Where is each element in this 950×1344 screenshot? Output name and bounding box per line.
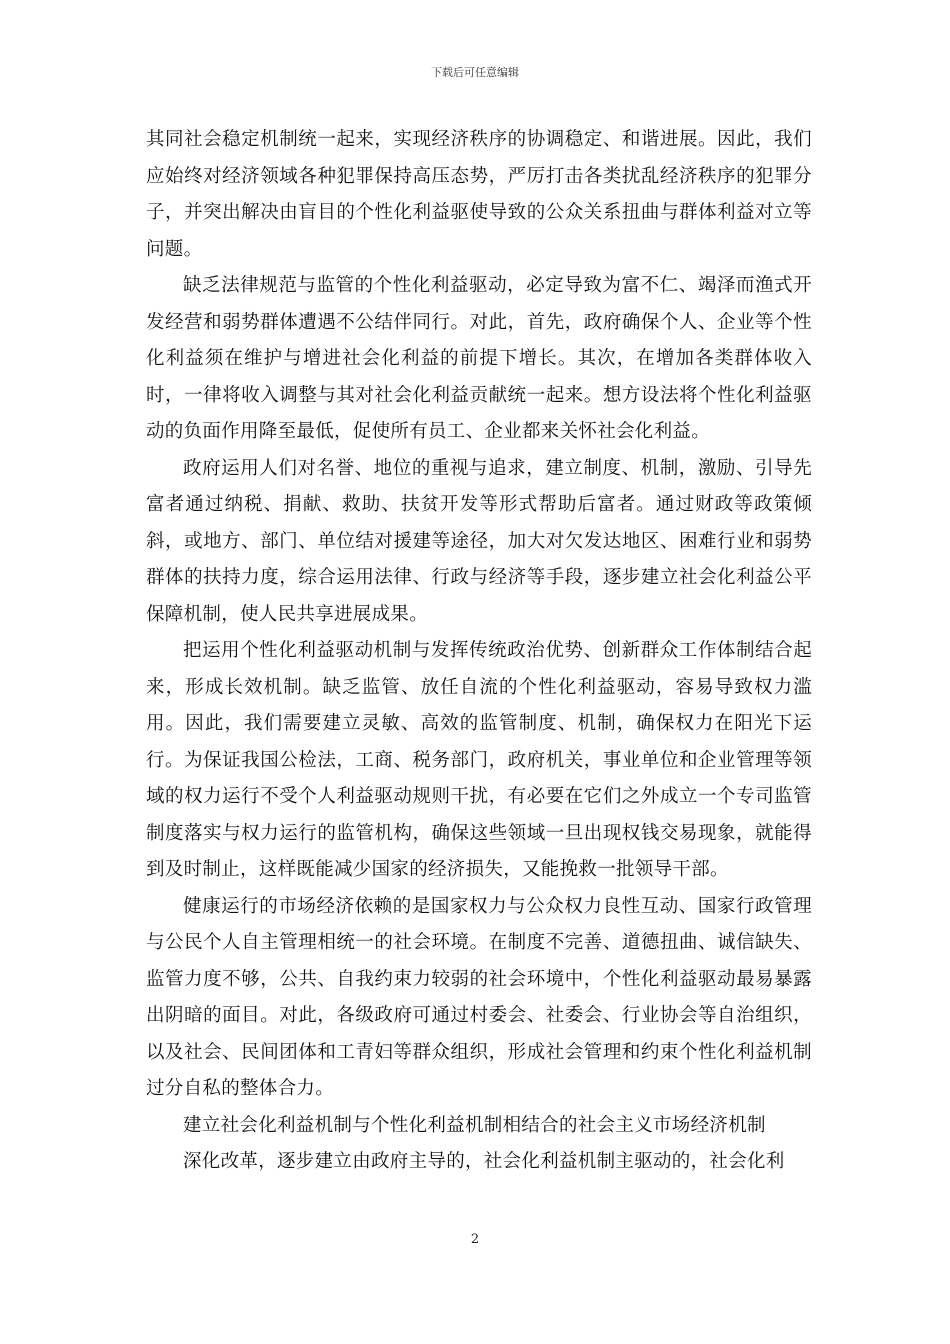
paragraph-1: 其同社会稳定机制统一起来，实现经济秩序的协调稳定、和谐进展。因此，我们应始终对经济领域各种犯罪保持高压态势，严厉打击各类扰乱经济秩序的犯罪分子，并突出解决由盲目的个性化利益驱使导致的公众关系扭曲与群体利益对立等问题。 <box>146 129 812 260</box>
paragraph-4: 把运用个性化利益驱动机制与发挥传统政治优势、创新群众工作体制结合起来，形成长效机制。缺乏监管、放任自流的个性化利益驱动，容易导致权力滥用。因此，我们需要建立灵敏、高效的监管制度、机制，确保权力在阳光下运行。为保证我国公检法，工商、税务部门，政府机关，事业单位和企业管理等领域的权力运行不受个人利益驱动规则干扰，有必要在它们之外成立一个专司监管制度落实与权力运行的监管机构，确保这些领域一旦出现权钱交易现象，就能得到及时制止，这样既能减少国家的经济损失，又能挽救一批领导干部。 <box>146 640 812 880</box>
paragraph-5: 健康运行的市场经济依赖的是国家权力与公众权力良性互动、国家行政管理与公民个人自主管理相统一的社会环境。在制度不完善、道德扭曲、诚信缺失、监管力度不够，公共、自我约束力较弱的社会环境中，个性化利益驱动最易暴露出阴暗的面目。对此，各级政府可通过村委会、社委会、行业协会等自治组织，以及社会、民间团体和工青妇等群众组织，形成社会管理和约束个性化利益机制过分自私的整体合力。 <box>146 895 812 1099</box>
paragraph-3: 政府运用人们对名誉、地位的重视与追求，建立制度、机制，激励、引导先富者通过纳税、捐献、救助、扶贫开发等形式帮助后富者。通过财政等政策倾斜，或地方、部门、单位结对援建等途径，加大对欠发达地区、困难行业和弱势群体的扶持力度，综合运用法律、行政与经济等手段，逐步建立社会化利益公平保障机制，使人民共享进展成果。 <box>146 457 812 625</box>
paragraph-2: 缺乏法律规范与监管的个性化利益驱动，必定导致为富不仁、竭泽而渔式开发经营和弱势群体遭遇不公结伴同行。对此，首先，政府确保个人、企业等个性化利益须在维护与增进社会化利益的前提下增长。其次，在增加各类群体收入时，一律将收入调整与其对社会化利益贡献统一起来。想方设法将个性化利益驱动的负面作用降至最低，促使所有员工、企业都来关怀社会化利益。 <box>146 275 812 442</box>
document-body <box>146 122 812 1181</box>
section-heading: 建立社会化利益机制与个性化利益机制相结合的社会主义市场经济机制 <box>183 1114 766 1136</box>
page-number: 2 <box>470 1232 480 1247</box>
paragraph-6: 深化改革，逐步建立由政府主导的，社会化利益机制主驱动的，社会化利 <box>183 1151 785 1172</box>
page-header: 下载后可任意编辑 <box>431 66 519 79</box>
